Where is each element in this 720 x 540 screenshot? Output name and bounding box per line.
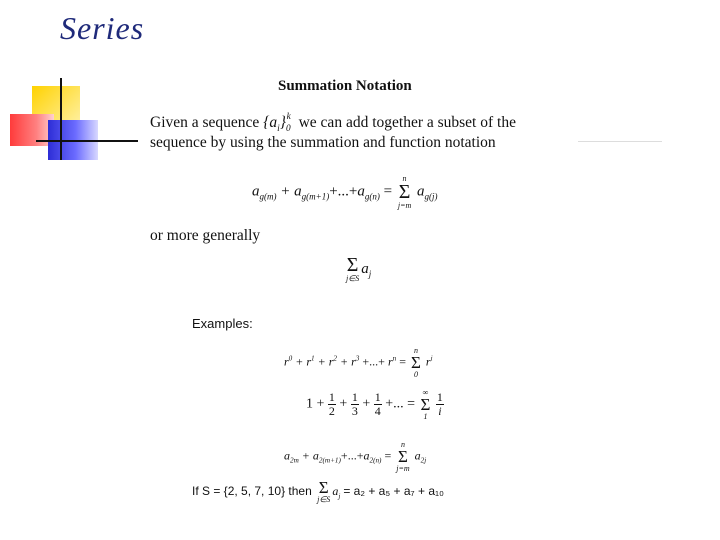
example-harmonic-sum: 1 + $\frac{1}{2}$ + $\frac{1}{3}$ + $\frac{1}{4}$ +... = ∞ Σ 1 $\frac{1}{i}$ — [306, 388, 443, 421]
slide-title: Series — [60, 10, 145, 46]
summation-over-set: Σ j∈S $a_j$ — [346, 254, 372, 283]
more-generally-text: or more generally — [150, 227, 261, 244]
example-even-index-sum: $a_{2m} + a_{2(m+1)}+...+a_{2(n)}$ = n Σ j=m $a_{2j}$ — [284, 440, 427, 473]
sigma-symbol: n Σ 0 — [410, 346, 421, 379]
example-geometric-sum: $r^0 + r^1 + r^2 + r^3$ +...+ $r^n$ = n Σ 0 $r^i$ — [284, 346, 433, 379]
sigma-symbol: n Σ j=m — [396, 440, 410, 473]
decorative-horizontal-line — [36, 140, 138, 142]
sigma-symbol: ∞ Σ 1 — [420, 388, 431, 421]
section-heading: Summation Notation — [278, 78, 412, 94]
sequence-notation: $\{a_i\}_0^k$ — [263, 112, 291, 135]
sigma-symbol: n Σ j=m — [397, 174, 412, 210]
sigma-symbol: Σ j∈S — [346, 254, 360, 283]
summation-formula-general: $a_{g(m)} + a_{g(m+1)}+...+a_{g(n)}$ = n Σ j=m $a_{g(j)}$ — [252, 174, 438, 210]
intro-line-2: sequence by using the summation and function notation — [150, 134, 496, 151]
decorative-faint-line — [578, 141, 662, 142]
sigma-symbol: Σ j∈S — [317, 478, 331, 504]
intro-line-1: Given a sequence $\{a_i\}_0^k$ we can add together a subset of the — [150, 112, 516, 135]
decorative-vertical-line — [60, 78, 62, 160]
examples-label: Examples: — [192, 316, 253, 331]
example-set-sum: If S = {2, 5, 7, 10} then Σ j∈S $a_j = a_2 + a_5 + a_7 + a_{10}$ — [192, 478, 445, 504]
